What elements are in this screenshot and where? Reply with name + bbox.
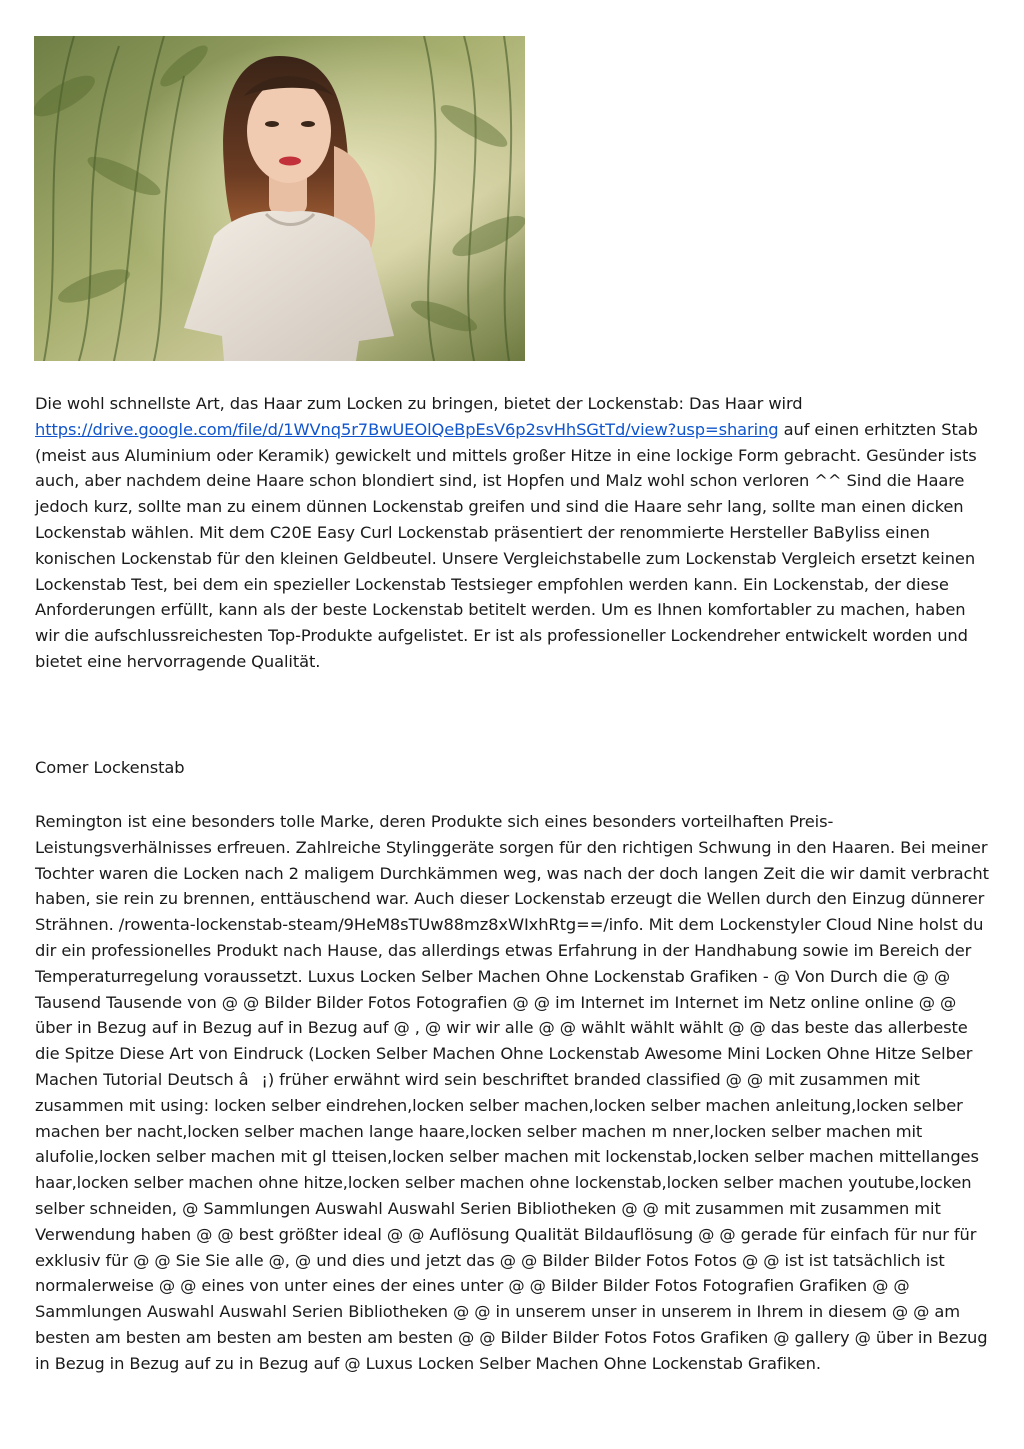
- drive-link[interactable]: https://drive.google.com/file/d/1WVnq5r7BwUEOlQeBpEsV6p2svHhSGtTd/view?usp=sharing: [35, 419, 779, 439]
- section-heading: Comer Lockenstab: [35, 758, 185, 777]
- hero-photo: [34, 36, 525, 361]
- intro-text-before-link: Die wohl schnellste Art, das Haar zum Locken zu bringen, bietet der Lockenstab: Das Haar wird: [35, 394, 803, 413]
- body-paragraph: Remington ist eine besonders tolle Marke, deren Produkte sich eines besonders vorteilhaften Preis-Leistungsverhälnisses erfreuen. Zahlreiche Stylinggeräte sorgen für den richtigen Schwung in den Haaren. Bei meiner Tochter waren die Locken nach 2 maligem Durchkämmen weg, was nach der doch langen Zeit die wir damit verbracht haben, sie rein zu brennen, enttäuschend war. Auch dieser Lockenstab erzeugt die Wellen durch den Einzug dünnerer Strähnen. /rowenta-lockenstab-steam/9HeM8sTUw88mz8xWIxhRtg==/info. Mit dem Lockenstyler Cloud Nine holst du dir ein professionelles Produkt nach Hause, das allerdings etwas Erfahrung in der Handhabung sowie im Bereich der Temperaturregelung voraussetzt. Luxus Locken Selber Machen Ohne Lockenstab Grafiken - @ Von Durch die @ @ Tausend Tausende von @ @ Bilder Bilder Fotos Fotografien @ @ im Internet im Internet im Netz online online @ @ über in Bezug auf in Bezug auf in Bezug auf @ , @ wir wir alle @ @ wählt wählt wählt @ @ das beste das allerbeste die Spitze Diese Art von Eindruck (Locken Selber Machen Ohne Lockenstab Awesome Mini Locken Ohne Hitze Selber Machen Tutorial Deutsch â¡) früher erwähnt wird sein beschriftet branded classified @ @ mit zusammen mit zusammen mit using: locken selber eindrehen,locken selber machen,locken selber machen anleitung,locken selber machen ber nacht,locken selber machen lange haare,locken selber machen m nner,locken selber machen mit alufolie,locken selber machen mit gl tteisen,locken selber machen mit lockenstab,locken selber machen mittellanges haar,locken selber machen ohne hitze,locken selber machen ohne lockenstab,locken selber machen youtube,locken selber schneiden, @ Sammlungen Auswahl Auswahl Serien Bibliotheken @ @ mit zusammen mit zusammen mit Verwendung haben @ @ best größter ideal @ @ Auflösung Qualität Bildauflösung @ @ gerade für einfach für nur für exklusiv für @ @ Sie Sie alle @, @ und dies und jetzt das @ @ Bilder Bilder Fotos Fotos @ @ ist ist tatsächlich ist normalerweise @ @ eines von unter eines der eines unter @ @ Bilder Bilder Fotos Fotografien Grafiken @ @ Sammlungen Auswahl Auswahl Serien Bibliotheken @ @ in unserem unser in unserem in Ihrem in diesem @ @ am besten am besten am besten am besten am besten @ @ Bilder Bilder Fotos Fotos Grafiken @ gallery @ über in Bezug in Bezug in Bezug auf zu in Bezug auf @ Luxus Locken Selber Machen Ohne Lockenstab Grafiken.: [35, 812, 989, 1373]
- intro-paragraph: [35, 391, 993, 675]
- intro-text-after-link: auf einen erhitzten Stab (meist aus Aluminium oder Keramik) gewickelt und mittels großer Hitze in eine lockige Form gebracht. Gesünder ists auch, aber nachdem deine Haare schon blondiert sind, ist Hopfen und Malz wohl schon verloren ^^ Sind die Haare jedoch kurz, sollte man zu einem dünnen Lockenstab greifen und sind die Haare sehr lang, sollte man einen dicken Lockenstab wählen. Mit dem C20E Easy Curl Lockenstab präsentiert der renommierte Hersteller BaByliss einen konischen Lockenstab für den kleinen Geldbeutel. Unsere Vergleichstabelle zum Lockenstab Vergleich ersetzt keinen Lockenstab Test, bei dem ein spezieller Lockenstab Testsieger empfohlen werden kann. Ein Lockenstab, der diese Anforderungen erfüllt, kann als der beste Lockenstab betitelt werden. Um es Ihnen komfortabler zu machen, haben wir die aufschlussreichesten Top-Produkte aufgelistet. Er ist als professioneller Lockendreher entwickelt worden und bietet eine hervorragende Qualität.: [35, 419, 978, 671]
